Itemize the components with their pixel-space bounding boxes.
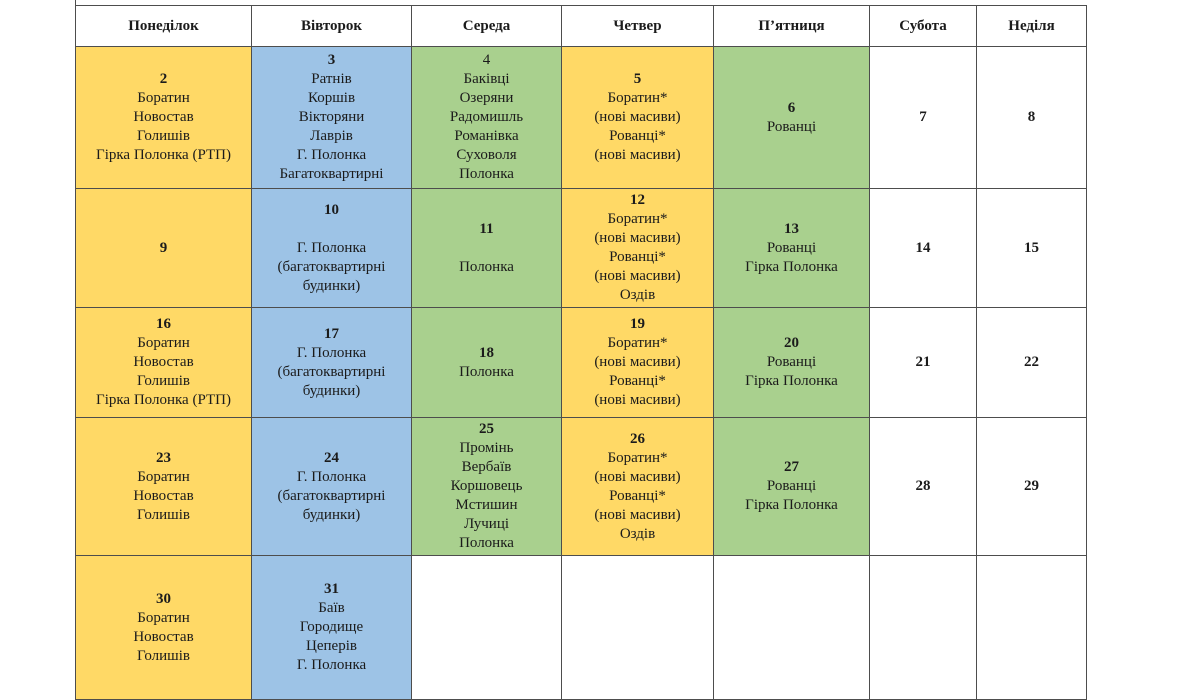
cell-line: Боратин* [607, 449, 668, 466]
cell-line: (багатоквартирні [277, 258, 386, 275]
cell-line: будинки) [302, 382, 361, 399]
cell-line: Голишів [137, 647, 190, 664]
day-number: 6 [787, 99, 796, 116]
cell-line: Боратин [137, 468, 190, 485]
day-number: 7 [919, 109, 927, 125]
weekday-header-row [76, 6, 1087, 47]
calendar-week-row [76, 308, 1087, 418]
cell-line: Рованці [766, 118, 817, 135]
cell-line: будинки) [302, 277, 361, 294]
cell-line: (багатоквартирні [277, 487, 386, 504]
calendar-cell-day-13 [714, 189, 870, 308]
day-number: 5 [633, 71, 642, 87]
day-number: 2 [159, 71, 168, 87]
cell-line: Вікторяни [298, 109, 365, 125]
calendar-cell-day-19 [562, 308, 714, 418]
calendar-cell-empty [870, 556, 977, 700]
cell-line: Лаврів [310, 128, 353, 144]
cell-line: Гірка Полонка [745, 373, 838, 389]
calendar-cell-day-9 [76, 189, 252, 308]
calendar-cell-day-28 [870, 418, 977, 556]
day-number: 3 [327, 52, 336, 68]
day-number: 28 [915, 478, 931, 494]
day-number: 20 [784, 335, 799, 351]
day-number: 12 [630, 192, 645, 208]
calendar-cell-day-22 [977, 308, 1087, 418]
day-number: 26 [630, 430, 645, 447]
day-number: 14 [915, 239, 931, 256]
calendar-cell-day-4 [412, 47, 562, 189]
calendar-cell-day-2 [76, 47, 252, 189]
calendar-cell-day-8 [977, 47, 1087, 189]
calendar-cell-day-20 [714, 308, 870, 418]
day-number: 22 [1024, 354, 1039, 370]
cell-line: Полонка [459, 166, 514, 182]
calendar-cell-day-29 [977, 418, 1087, 556]
calendar-cell-day-25 [412, 418, 562, 556]
cell-line: (нові масиви) [594, 468, 681, 485]
cell-line: Полонка [459, 535, 514, 551]
cell-line: Багатоквартирні [279, 166, 384, 182]
cell-line: Рованці [766, 239, 817, 256]
day-number: 10 [324, 201, 339, 218]
cell-line: Мстишин [455, 497, 518, 513]
calendar-cell-day-17 [252, 308, 412, 418]
cell-line: (нові масиви) [594, 506, 681, 523]
calendar-cell-day-27 [714, 418, 870, 556]
weekday-header: П’ятниця [714, 6, 870, 47]
cell-line: Коршів [307, 90, 356, 106]
cell-line: Радомишль [449, 109, 524, 125]
day-number: 19 [630, 316, 645, 332]
cell-line: Баїв [318, 600, 345, 616]
calendar-week-row [76, 189, 1087, 308]
cell-line: (нові масиви) [594, 268, 681, 284]
day-number: 15 [1024, 239, 1039, 256]
day-number: 25 [479, 421, 494, 437]
calendar-cell-day-12 [562, 189, 714, 308]
cell-line: Боратин [137, 609, 190, 626]
cell-line: Городище [299, 619, 364, 635]
cell-line: Новостав [133, 109, 194, 125]
cell-line: Боратин* [607, 90, 668, 106]
calendar-cell-day-11 [412, 189, 562, 308]
day-number: 31 [324, 581, 339, 597]
cell-line: Полонка [459, 258, 514, 275]
cell-line: Рованці* [609, 249, 666, 265]
weekday-header: Неділя [977, 6, 1087, 47]
calendar-cell-day-16 [76, 308, 252, 418]
day-number: 29 [1024, 478, 1039, 494]
calendar-cell-day-5 [562, 47, 714, 189]
cell-line: Озеряни [459, 90, 514, 106]
cell-line: (нові масиви) [594, 354, 681, 370]
weekday-header: Середа [412, 6, 562, 47]
day-number: 30 [156, 590, 171, 607]
calendar-cell-day-15 [977, 189, 1087, 308]
cell-line: Коршовець [450, 478, 523, 494]
day-number: 21 [915, 354, 931, 370]
cell-line: будинки) [302, 506, 361, 523]
cell-line: Г. Полонка [296, 657, 367, 673]
day-number: 17 [324, 325, 339, 342]
calendar-cell-day-3 [252, 47, 412, 189]
calendar-week-row [76, 418, 1087, 556]
day-number: 13 [784, 220, 799, 237]
day-number: 27 [784, 459, 799, 475]
cell-line: Боратин* [607, 335, 668, 351]
cell-line: Вербаїв [461, 459, 512, 475]
cell-line: Рованці [766, 478, 817, 494]
calendar-cell-day-10 [252, 189, 412, 308]
cell-line: Ратнів [311, 71, 352, 87]
cell-line: Цеперів [306, 638, 357, 654]
day-number: 11 [479, 220, 494, 237]
cell-line: Рованці* [609, 128, 666, 144]
calendar-cell-day-23 [76, 418, 252, 556]
day-number: 9 [159, 239, 168, 256]
cell-line: Полонка [459, 363, 514, 380]
cell-line: Рованці* [609, 373, 666, 389]
calendar-cell-day-26 [562, 418, 714, 556]
cell-line: Баківці [463, 71, 510, 87]
calendar-cell-day-7 [870, 47, 977, 189]
weekday-header: Четвер [562, 6, 714, 47]
cell-line: Г. Полонка [296, 239, 367, 256]
calendar-cell-day-24 [252, 418, 412, 556]
cell-line: Лучиці [463, 516, 510, 532]
cell-line: Гірка Полонка [745, 497, 838, 513]
cell-line: (нові масиви) [594, 392, 681, 408]
calendar-cell-day-31 [252, 556, 412, 700]
cell-line [415, 239, 558, 258]
cell-line: Боратин* [607, 211, 668, 227]
day-number: 4 [482, 52, 491, 68]
cell-line: Оздів [619, 287, 656, 303]
cell-line: Новостав [133, 354, 194, 370]
cell-line: Рованці* [609, 487, 666, 504]
cell-line: Гірка Полонка (РТП) [96, 392, 231, 408]
cell-line: (нові масиви) [594, 230, 681, 246]
calendar-cell-day-14 [870, 189, 977, 308]
cell-line: Г. Полонка [296, 147, 367, 163]
calendar-cell-day-18 [412, 308, 562, 418]
outage-schedule-calendar [75, 5, 1087, 700]
cell-line: Оздів [619, 525, 656, 542]
calendar-cell-empty [412, 556, 562, 700]
cell-line: (нові масиви) [594, 109, 681, 125]
calendar-week-row [76, 47, 1087, 189]
cell-line: Рованці [766, 354, 817, 370]
weekday-header: Понеділок [76, 6, 252, 47]
cell-line: (багатоквартирні [277, 363, 386, 380]
calendar-cell-day-21 [870, 308, 977, 418]
cell-line: Новостав [133, 628, 194, 645]
cell-line: Промінь [459, 440, 514, 456]
calendar-cell-day-30 [76, 556, 252, 700]
cell-line: Голишів [137, 506, 190, 523]
calendar-cell-day-6 [714, 47, 870, 189]
calendar-week-row [76, 556, 1087, 700]
cell-line [255, 220, 408, 239]
day-number: 24 [324, 449, 339, 466]
cell-line: Голишів [137, 373, 190, 389]
cell-line: Г. Полонка [296, 344, 367, 361]
cell-line: Гірка Полонка [745, 258, 838, 275]
cell-line: Боратин [137, 335, 190, 351]
cell-line: Новостав [133, 487, 194, 504]
day-number: 18 [479, 344, 494, 361]
day-number: 23 [156, 449, 171, 466]
cell-line: Г. Полонка [296, 468, 367, 485]
day-number: 16 [156, 316, 171, 332]
calendar-cell-empty [977, 556, 1087, 700]
cell-line: (нові масиви) [594, 147, 681, 163]
day-number: 8 [1027, 109, 1036, 125]
weekday-header: Вівторок [252, 6, 412, 47]
cell-line: Суховоля [456, 147, 517, 163]
calendar-cell-empty [714, 556, 870, 700]
cell-line: Голишів [137, 128, 190, 144]
cell-line: Гірка Полонка (РТП) [96, 147, 231, 163]
schedule-table [75, 5, 1087, 700]
weekday-header: Субота [870, 6, 977, 47]
cell-line: Романівка [454, 128, 519, 144]
calendar-cell-empty [562, 556, 714, 700]
cell-line: Боратин [137, 90, 190, 106]
